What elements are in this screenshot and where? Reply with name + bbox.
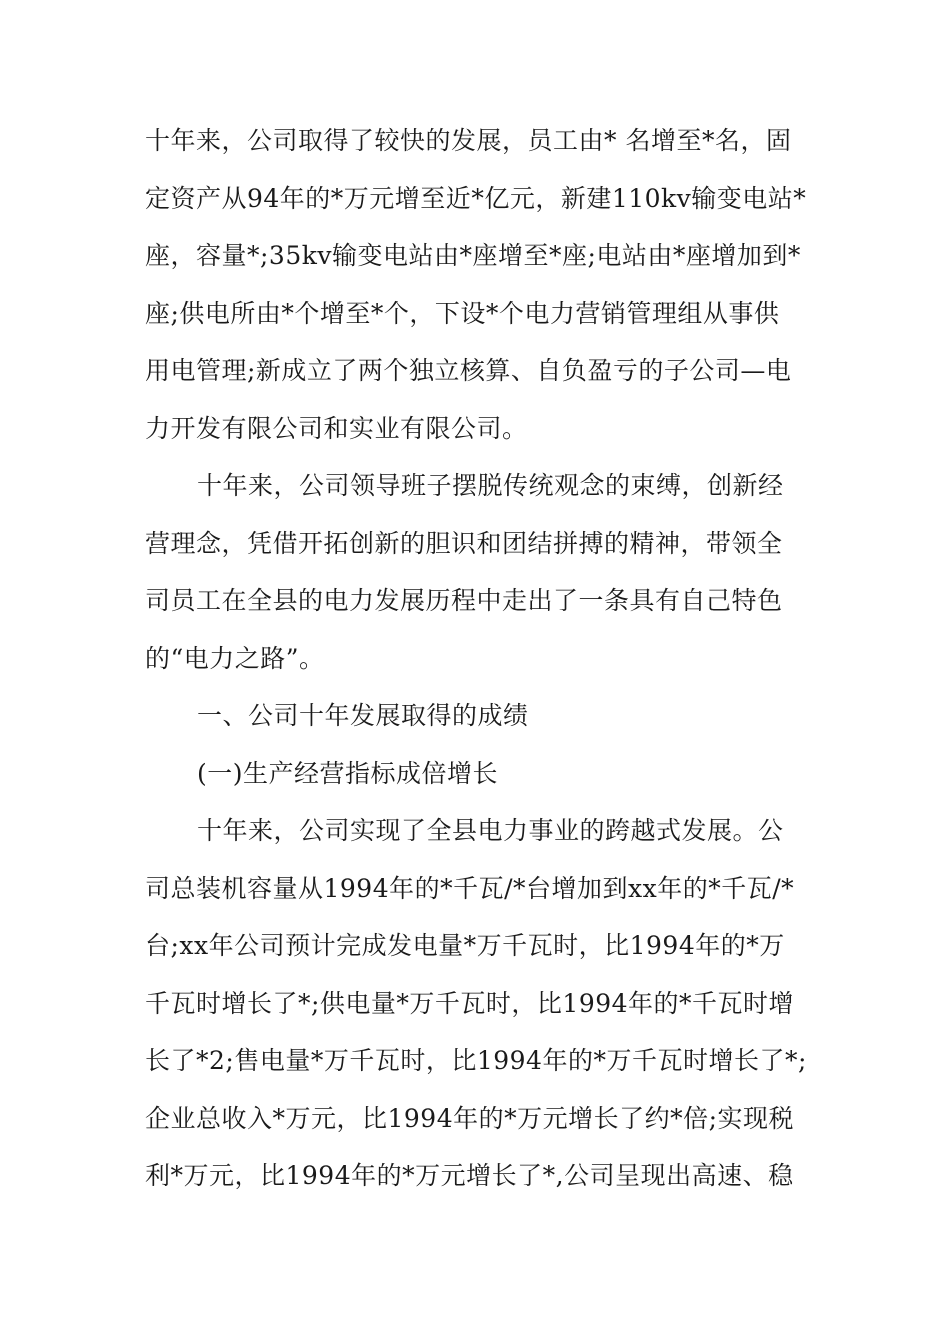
heading-text: (一)生产经营指标成倍增长 xyxy=(197,758,499,788)
text-line: 司总装机容量从1994年的*千瓦/*台增加到xx年的*千瓦/* xyxy=(145,873,795,903)
text-line: 座，容量*;35kv输变电站由*座增至*座;电站由*座增加到* xyxy=(145,241,801,270)
paragraph-development-figures xyxy=(145,802,807,1205)
document-body xyxy=(145,112,807,1205)
text-line: 营理念，凭借开拓创新的胆识和团结拼搏的精神，带领全 xyxy=(145,528,783,558)
text-line: 台;xx年公司预计完成发电量*万千瓦时，比1994年的*万 xyxy=(145,931,785,960)
paragraph-leadership xyxy=(145,457,807,687)
heading-text: 一、公司十年发展取得的成绩 xyxy=(197,701,529,730)
text-line: 十年来，公司实现了全县电力事业的跨越式发展。公 xyxy=(197,816,784,845)
text-line: 企业总收入*万元，比1994年的*万元增长了约*倍;实现税 xyxy=(145,1103,795,1133)
text-line: 十年来，公司领导班子摆脱传统观念的束缚，创新经 xyxy=(197,471,784,500)
text-line: 定资产从94年的*万元增至近*亿元，新建110kv输变电站* xyxy=(145,183,807,213)
text-line: 力开发有限公司和实业有限公司。 xyxy=(145,413,528,443)
text-line: 长了*2;售电量*万千瓦时，比1994年的*万千瓦时增长了*; xyxy=(145,1046,807,1075)
text-line: 司员工在全县的电力发展历程中走出了一条具有自己特色 xyxy=(145,586,783,615)
section-heading-achievements xyxy=(145,687,807,745)
text-line: 座;供电所由*个增至*个，下设*个电力营销管理组从事供 xyxy=(145,298,780,328)
text-line: 用电管理;新成立了两个独立核算、自负盈亏的子公司—电 xyxy=(145,356,792,385)
text-line: 千瓦时增长了*;供电量*万千瓦时，比1994年的*千瓦时增 xyxy=(145,988,795,1018)
text-line: 利*万元，比1994年的*万元增长了*,公司呈现出高速、稳 xyxy=(145,1161,794,1190)
subsection-heading-indicators xyxy=(145,745,807,803)
text-line: 的“电力之路”。 xyxy=(145,643,325,673)
text-line: 十年来，公司取得了较快的发展，员工由* 名增至*名，固 xyxy=(145,126,792,155)
paragraph-company-growth xyxy=(145,112,807,457)
